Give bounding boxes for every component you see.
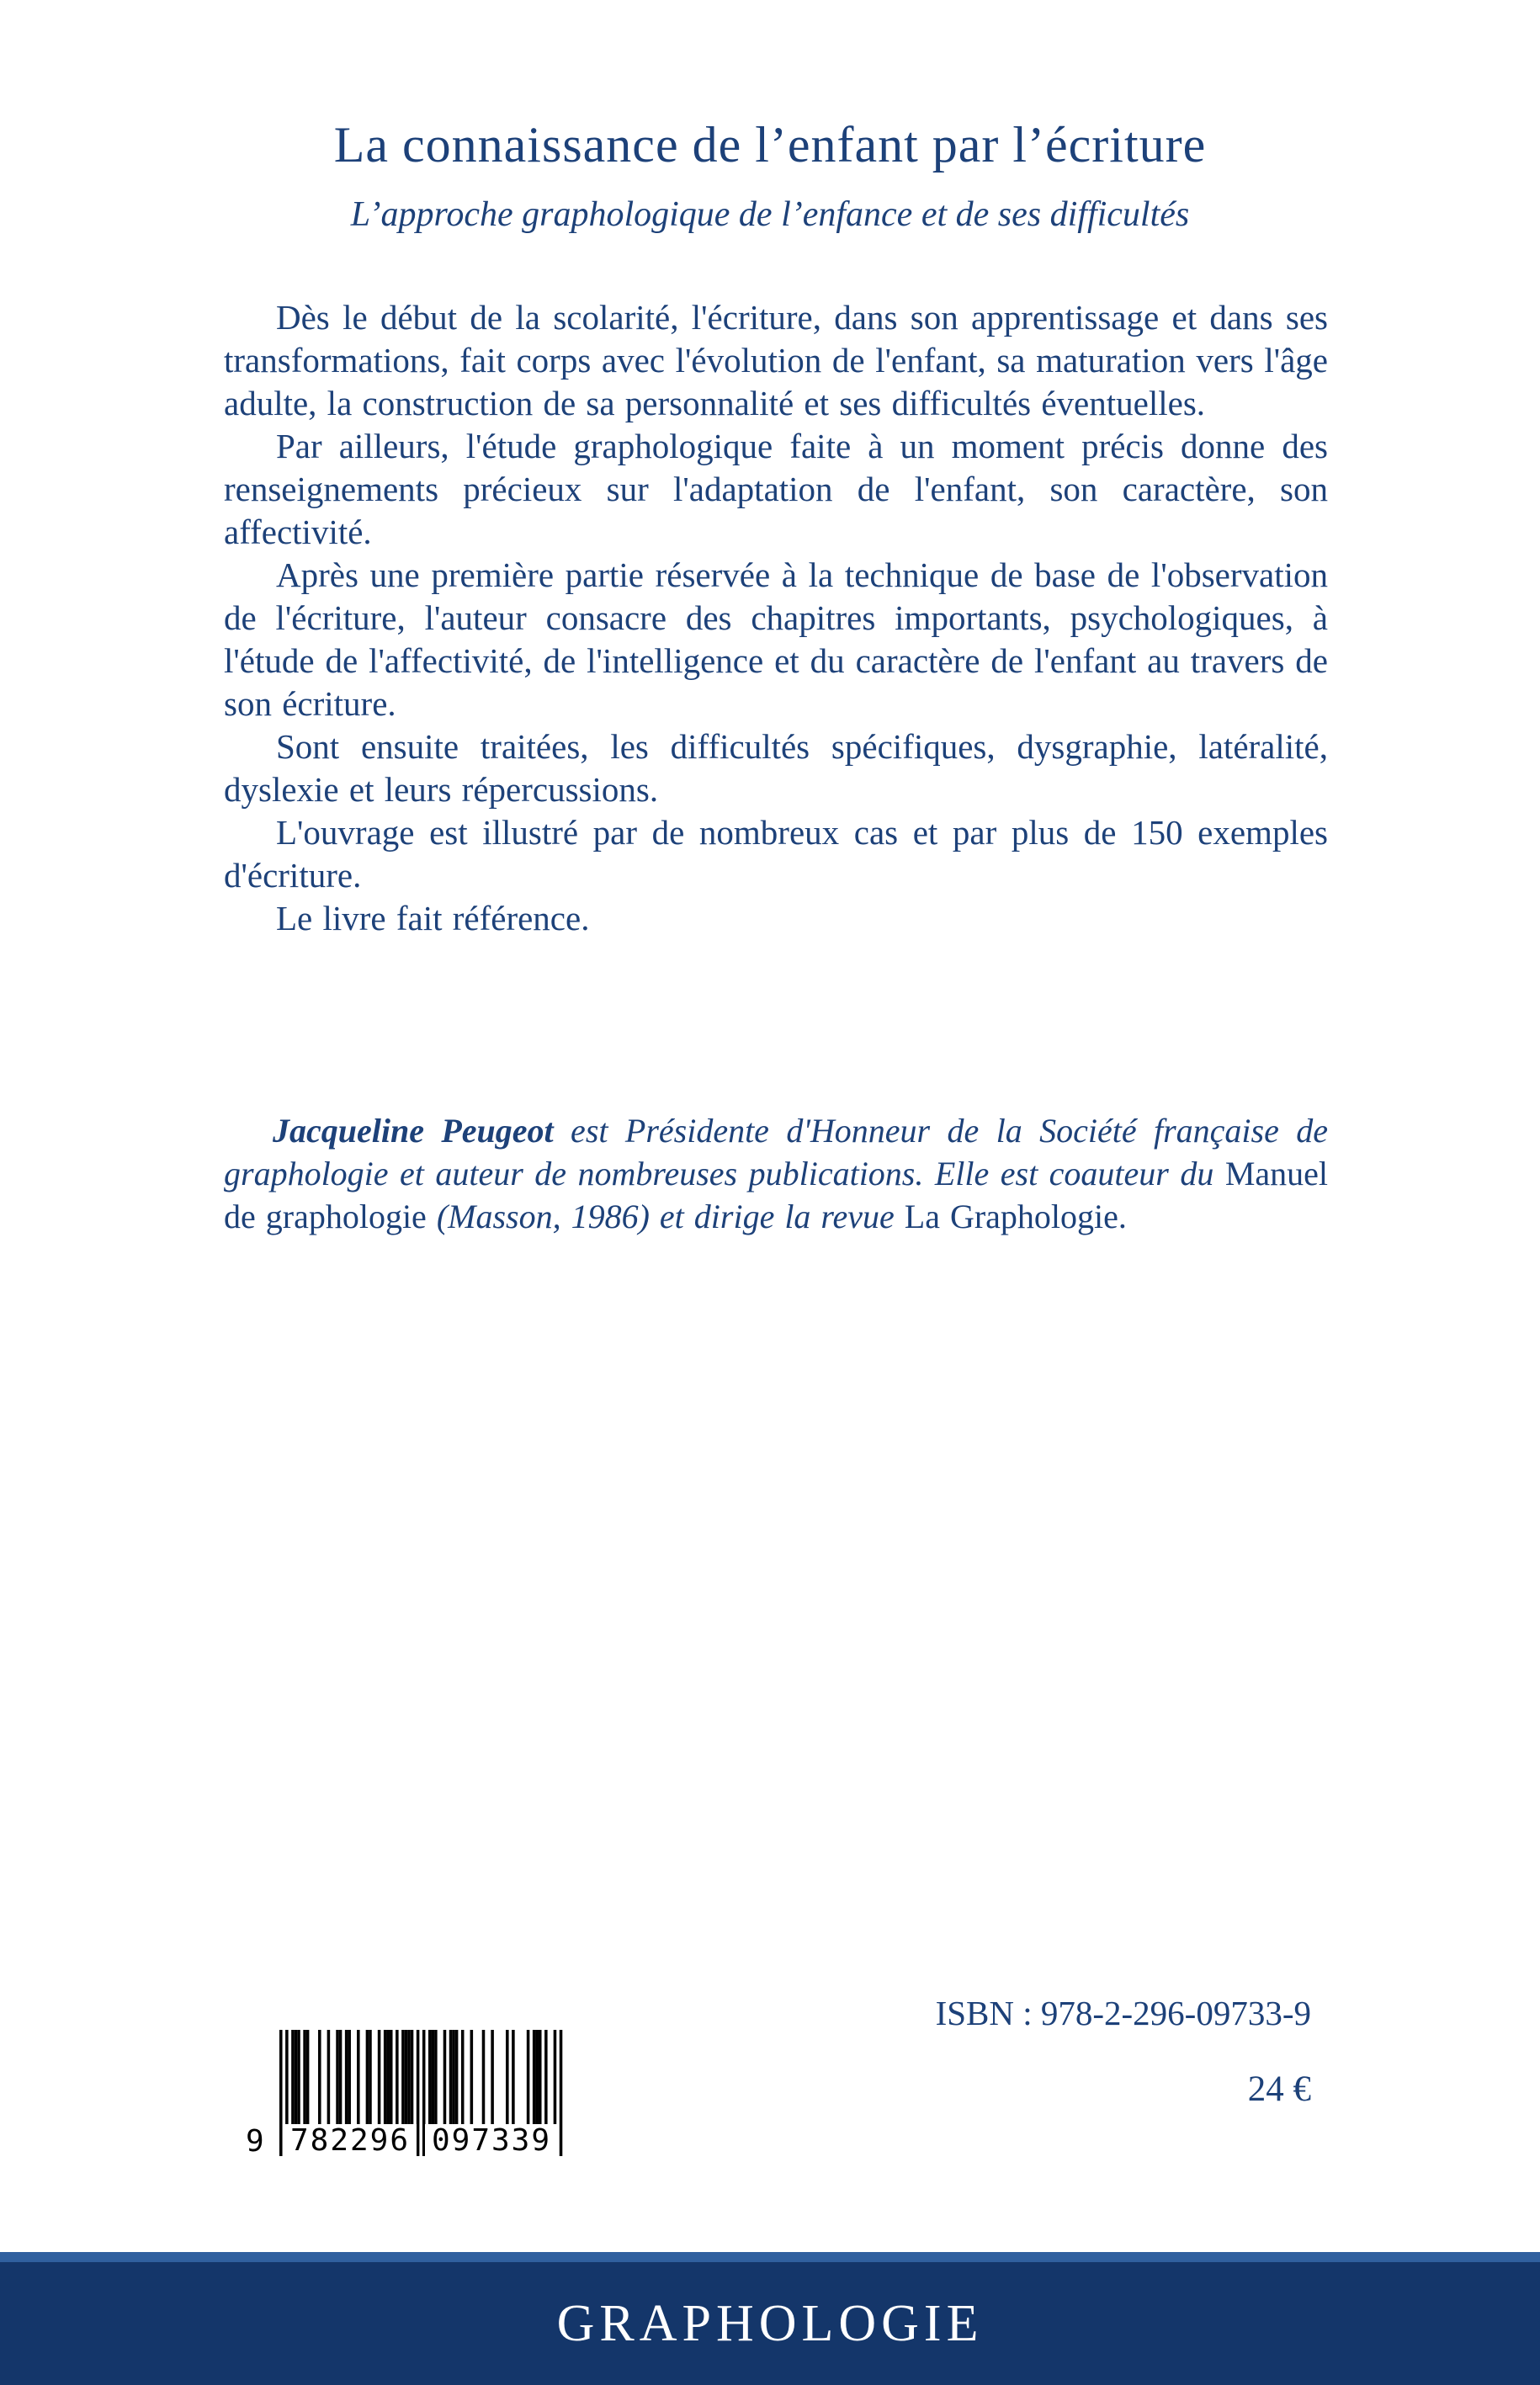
- collection-band-strip: [0, 2252, 1540, 2262]
- body-paragraph: Dès le début de la scolarité, l'écriture, dans son apprentissage et dans ses transformations, fait corps avec l'évolution de l'enfant, sa maturation vers l'âge adulte, la construction de sa personnalité et ses difficultés éventuelles.: [224, 298, 1328, 422]
- body-paragraph: Le livre fait référence.: [276, 899, 590, 938]
- page-title: La connaissance de l’enfant par l’écriture: [333, 117, 1207, 173]
- barcode: [246, 2030, 563, 2186]
- body-paragraph: L'ouvrage est illustré par de nombreux cas et par plus de 150 exemples d'écriture.: [224, 813, 1328, 895]
- isbn-price-block: [936, 1993, 1311, 2111]
- barcode-digit-group: 097339: [425, 2124, 558, 2158]
- bio-segment: (Masson, 1986) et dirige la revue: [426, 1198, 905, 1235]
- body-paragraph: Par ailleurs, l'étude graphologique faite à un moment précis donne des renseignements précieux sur l'adaptation de l'enfant, son caractère, son affectivité.: [224, 427, 1328, 551]
- barcode-digit-group: 782296: [284, 2124, 417, 2158]
- price-text: 24 €: [1247, 2069, 1311, 2110]
- barcode-inner: [246, 2030, 563, 2186]
- collection-title: GRAPHOLOGIE: [556, 2294, 984, 2352]
- synopsis-text: [224, 296, 1328, 940]
- collection-banner: [0, 2262, 1540, 2385]
- author-bio: [224, 1109, 1328, 1238]
- barcode-first-digit: 9: [246, 2124, 264, 2159]
- bio-segment: La Graphologie.: [904, 1198, 1127, 1235]
- bio-segment: Jacqueline Peugeot: [273, 1112, 554, 1150]
- subtitle: L’approche graphologique de l’enfance et de ses difficultés: [350, 195, 1190, 234]
- body-paragraph: Après une première partie réservée à la technique de base de l'observation de l'écriture, l'auteur consacre des chapitres importants, psychologiques, à l'étude de l'affectivité, de l'intelligence et du caractère de l'enfant au travers de son écriture.: [224, 555, 1328, 723]
- barcode-digits: [279, 2124, 562, 2158]
- bio-segment: est Présidente d'Honneur de la Société française de graphologie et auteur de nombreuses publications. Elle est coauteur du: [224, 1112, 1328, 1192]
- bio-segment: Manuel de graphologie: [224, 1155, 1328, 1235]
- isbn-text: ISBN : 978-2-296-09733-9: [935, 1994, 1311, 2032]
- body-paragraph: Sont ensuite traitées, les difficultés spécifiques, dysgraphie, latéralité, dyslexie et leurs répercussions.: [224, 727, 1328, 809]
